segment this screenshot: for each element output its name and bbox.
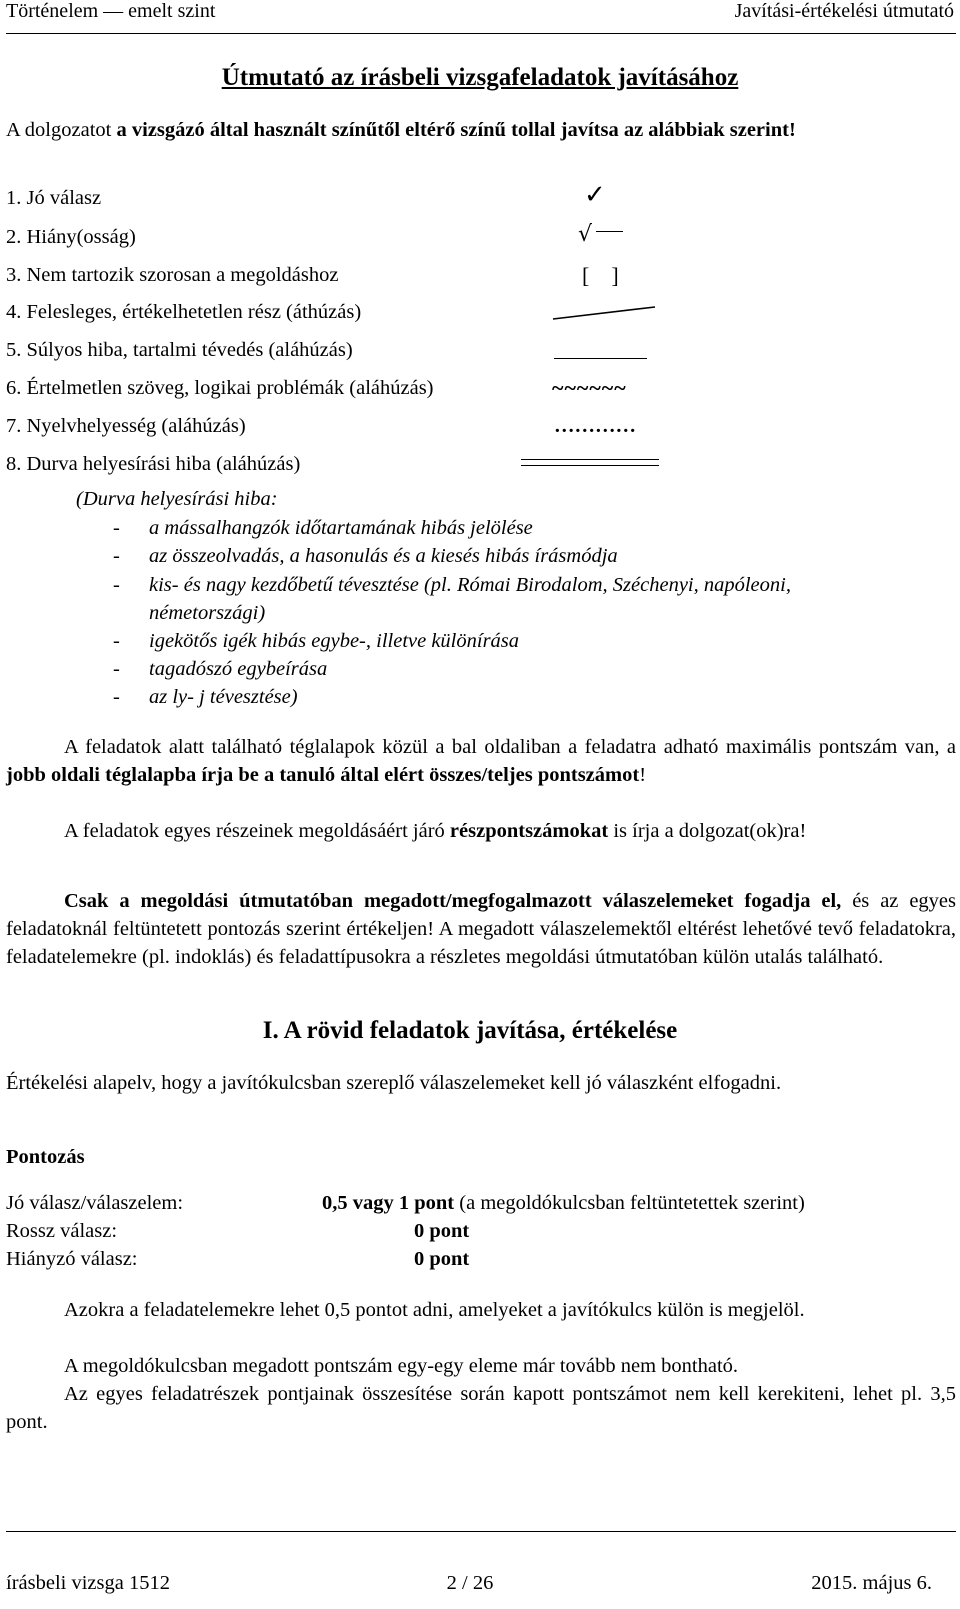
list-item-dash: - [113,630,120,652]
para1-end: ! [639,764,647,786]
footer-page-number: 2 / 26 [446,1572,494,1594]
note-rounding: Az egyes feladatrészek pontjainak összesítése során kapott pontszámot nem kell kerekiteni, lehet pl. 3,5 pont. [6,1383,956,1433]
list-item-dash: - [113,574,120,596]
list-item: a mássalhangzók időtartamának hibás jelölése [149,517,533,539]
legend-item-4: 4. Felesleges, értékelhetetlen rész (áthúzás) [6,301,362,323]
paragraph-partial-scores [6,817,956,845]
list-item: igekötős igék hibás egybe-, illetve különírása [149,630,520,652]
para1-text: A feladatok alatt található téglalapok közül a bal oldaliban a feladatra adható maximális pontszám van, a [64,736,956,758]
footer-left: írásbeli vizsga 1512 [6,1572,170,1594]
para2-text: A feladatok egyes részeinek megoldásáért járó [64,820,450,842]
header-right: Javítási-értékelési útmutató [734,0,954,22]
intro-emphasis: a vizsgázó által használt színűtől eltérő színű tollal javítsa az alábbiak szerint! [116,119,796,141]
root-mark-symbol: √ [578,222,593,247]
header-rule [6,33,956,34]
scoring-value-correct [322,1192,805,1215]
note-indivisible: A megoldókulcsban megadott pontszám egy-egy eleme már tovább nem bontható. [64,1355,739,1377]
list-item-dash: - [113,658,120,680]
note-half-point: Azokra a feladatelemekre lehet 0,5 pontot adni, amelyeket a javítókulcs külön is megjelöl. [64,1299,805,1321]
paragraph-answer-elements [6,887,956,971]
principle-paragraph: Értékelési alapelv, hogy a javítókulcsban szereplő válaszelemeket kell jó válaszként elfogadni. [6,1072,782,1094]
header-left: Történelem — emelt szint [6,0,216,22]
list-item-dash: - [113,545,120,567]
list-item: az ly- j tévesztése) [149,686,298,708]
list-item-dash: - [113,517,120,539]
para2-emphasis: részpontszámokat [449,820,609,842]
para3-emphasis: Csak a megoldási útmutatóban megadott/megfogalmazott válaszelemeket fogadja el, [64,890,842,912]
underline-mark-icon [554,358,647,359]
footer-right: 2015. május 6. [811,1572,932,1594]
list-item: kis- és nagy kezdőbetű tévesztése (pl. Római Birodalom, Széchenyi, napóleoni, [149,574,791,596]
legend-item-7: 7. Nyelvhelyesség (aláhúzás) [6,415,246,437]
dotted-mark-icon: ………… [554,415,636,437]
para2-end: is írja a dolgozat(ok)ra! [608,820,807,842]
list-item-dash: - [113,686,120,708]
intro-paragraph [6,116,956,144]
section-title: I. A rövid feladatok javítása, értékelése [262,1017,678,1044]
legend-item-8: 8. Durva helyesírási hiba (aláhúzás) [6,453,301,475]
scoring-value-wrong: 0 pont [414,1220,470,1242]
list-item: az összeolvadás, a hasonulás és a kiesés hibás írásmódja [149,545,618,567]
footer-rule [6,1531,956,1532]
scoring-note: (a megoldókulcsban feltüntetettek szerint) [454,1192,805,1214]
para1-emphasis: jobb oldali téglalapba írja be a tanuló által elért összes/teljes pontszámot [6,764,640,786]
scoring-heading: Pontozás [6,1146,85,1168]
double-underline-mark-icon [521,459,659,466]
check-mark-icon: ✓ [584,180,606,210]
legend-item-6: 6. Értelmetlen szöveg, logikai problémák (aláhúzás) [6,377,434,399]
scoring-value: 0,5 vagy 1 pont [322,1192,455,1214]
list-item: tagadószó egybeírása [149,658,328,680]
legend-item-1: 1. Jó válasz [6,187,102,209]
legend-item-3: 3. Nem tartozik szorosan a megoldáshoz [6,264,339,286]
root-mark-bar [596,231,623,232]
list-item-continuation: németországi) [149,602,266,624]
intro-text: A dolgozatot [6,119,117,141]
bracket-mark-icon: [ ] [582,263,619,288]
scoring-label-correct: Jó válasz/válaszelem: [6,1192,184,1214]
strike-mark-icon [552,302,658,328]
scoring-label-wrong: Rossz válasz: [6,1220,118,1242]
paragraph-score-boxes [6,733,956,789]
legend-item-2: 2. Hiány(osság) [6,226,136,248]
root-mark-icon [578,222,592,247]
spelling-intro: (Durva helyesírási hiba: [76,488,278,510]
wavy-mark-icon: ~~~~~~ [552,375,627,400]
page-title: Útmutató az írásbeli vizsgafeladatok javításához [221,64,739,91]
scoring-label-missing: Hiányzó válasz: [6,1248,138,1270]
scoring-value-missing: 0 pont [414,1248,470,1270]
para3-text: és az egyes feladatoknál feltüntetett pontozás szerint értékeljen! A megadott válaszelemektől eltérést lehetővé tevő feladatokra, feladatelemekre (pl. indoklás) és feladattípusokra a részletes megoldási útmutatóban külön utalás található. [6,890,956,968]
legend-item-5: 5. Súlyos hiba, tartalmi tévedés (aláhúzás) [6,339,353,361]
